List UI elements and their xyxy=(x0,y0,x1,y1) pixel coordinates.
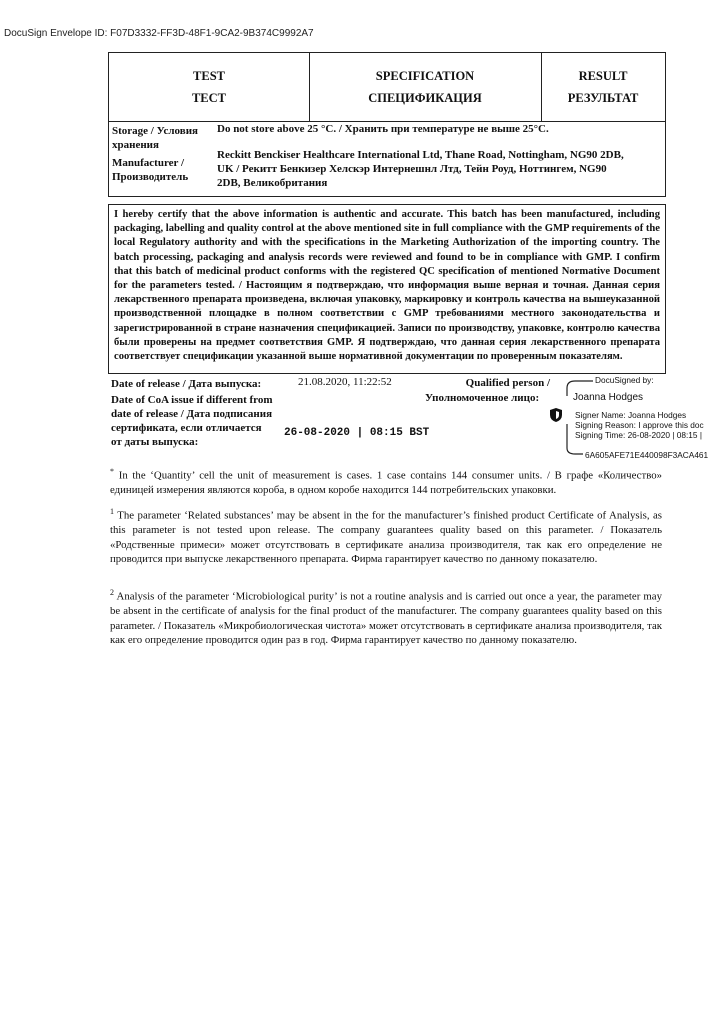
shield-icon xyxy=(549,407,563,423)
footnote-2-text: Analysis of the parameter ‘Microbiological purity’ is not a routine analysis and is carried out once a year, the parameter may be absent in the certificate of analysis for the final product of the manufacturer. The company guarantees quality based on this parameter. / Показатель «Микробиологическая чистота» может отсутствовать в сертификате анализа производителя, так как его определение проводится один раз в год. Фирма гарантирует качество по данному показателю. xyxy=(110,590,662,647)
coa-date-value: 26-08-2020 | 08:15 BST xyxy=(284,427,430,439)
quantity-footnote xyxy=(110,465,662,498)
storage-label: Storage / Условия хранения xyxy=(112,125,198,151)
footnote-2 xyxy=(110,586,662,648)
manufacturer-value: Reckitt Benckiser Healthcare International Ltd, Thane Road, Nottingham, NG90 2DB, UK / Рекитт Бенкизер Хелскэр Интернешнл Лтд, Тейн Роуд, Ноттингем, NG90 2DB, Великобритания xyxy=(217,149,624,189)
spec-en: SPECIFICATION xyxy=(375,69,475,83)
quantity-footnote-text: In the ‘Quantity’ cell the unit of measurement is cases. 1 case contains 144 consumer units. / В графе «Количество» единицей измерения являются короба, в одном коробе находится 144 потребительских упаковки. xyxy=(110,469,663,497)
qualified-person-label: Qualified person / xyxy=(465,377,550,389)
result-en: RESULT xyxy=(578,69,628,83)
footnote-1-text: The parameter ‘Related substances’ may be absent in the for the manufacturer’s finished product Certificate of Analysis, as this parameter is not tested upon release. The company guarantees quality based on this parameter. / Показатель «Родственные примеси» может отсутствовать в сертификате анализа производителя, так как его определение не проводится при выпуске лекарственного препарата. Фирма гарантирует качество по данному показателю. xyxy=(110,509,662,566)
coa-date-label: Date of CoA issue if different from date of release / Дата подписания сертификата, если отличается от даты выпуска: xyxy=(111,394,273,448)
spec-ru: СПЕЦИФИКАЦИЯ xyxy=(368,91,482,105)
footnote-1-mark: 1 xyxy=(110,507,114,516)
header-table xyxy=(108,52,666,122)
qualified-person-label-ru: Уполномоченное лицо: xyxy=(425,392,540,404)
test-header xyxy=(109,53,309,121)
footnote-1 xyxy=(110,505,662,567)
certification-box xyxy=(108,204,666,374)
docusign-signature-block xyxy=(563,374,723,460)
result-ru: РЕЗУЛЬТАТ xyxy=(567,91,639,105)
quantity-footnote-mark: * xyxy=(110,467,114,476)
manufacturer-label: Manufacturer / Производитель xyxy=(112,157,189,183)
result-header xyxy=(541,53,665,121)
signing-reason: Signing Reason: I approve this doc xyxy=(575,420,704,430)
footnote-2-mark: 2 xyxy=(110,588,114,597)
product-info-box xyxy=(108,120,666,197)
signing-time: Signing Time: 26-08-2020 | 08:15 | xyxy=(575,430,703,440)
signer-name: Signer Name: Joanna Hodges xyxy=(575,410,687,420)
release-date-label: Date of release / Дата выпуска: xyxy=(111,378,262,390)
certification-text: I hereby certify that the above information is authentic and accurate. This batch has been manufactured, including packaging, labelling and quality control at the above mentioned site in full compliance with the GMP requirements of the local Regulatory authority and with the specifications in the Marketing Authorization of the importing country. The batch processing, packaging and analysis records were reviewed and found to be in compliance with GMP. I confirm that this batch of medicinal product conforms with the registered QC specification of mentioned Normative Document for the parameters tested. / Настоящим я подтверждаю, что информация выше верная и точная. Данная серия лекарственного препарата произведена, включая упаковку, маркировку и контроль качества на вышеуказанной производственной площадке в полном соответствии с GMP требованиями местного законодательства и зарегистрированной в стране назначения спецификацией. Записи по производству, упаковке, контролю качества были проверены на предмет соответствия GMP. Я подтверждаю, что данная серия лекарственного препарата соответствует спецификации указанной выше нормативной документации по проверенным показателям. xyxy=(114,209,660,363)
signature-hash: 6A605AFE71E440098F3ACA461 xyxy=(585,450,709,460)
storage-value: Do not store above 25 °C. / Хранить при температуре не выше 25°C. xyxy=(217,123,549,135)
test-ru: ТЕСТ xyxy=(191,91,227,105)
test-en: TEST xyxy=(193,69,225,83)
specification-header xyxy=(309,53,541,121)
docusigned-by-label: DocuSigned by: xyxy=(595,375,654,385)
envelope-id: DocuSign Envelope ID: F07D3332-FF3D-48F1-9CA2-9B374C9992A7 xyxy=(4,28,314,39)
release-date-value: 21.08.2020, 11:22:52 xyxy=(298,376,392,388)
signer-signature: Joanna Hodges xyxy=(573,392,644,403)
